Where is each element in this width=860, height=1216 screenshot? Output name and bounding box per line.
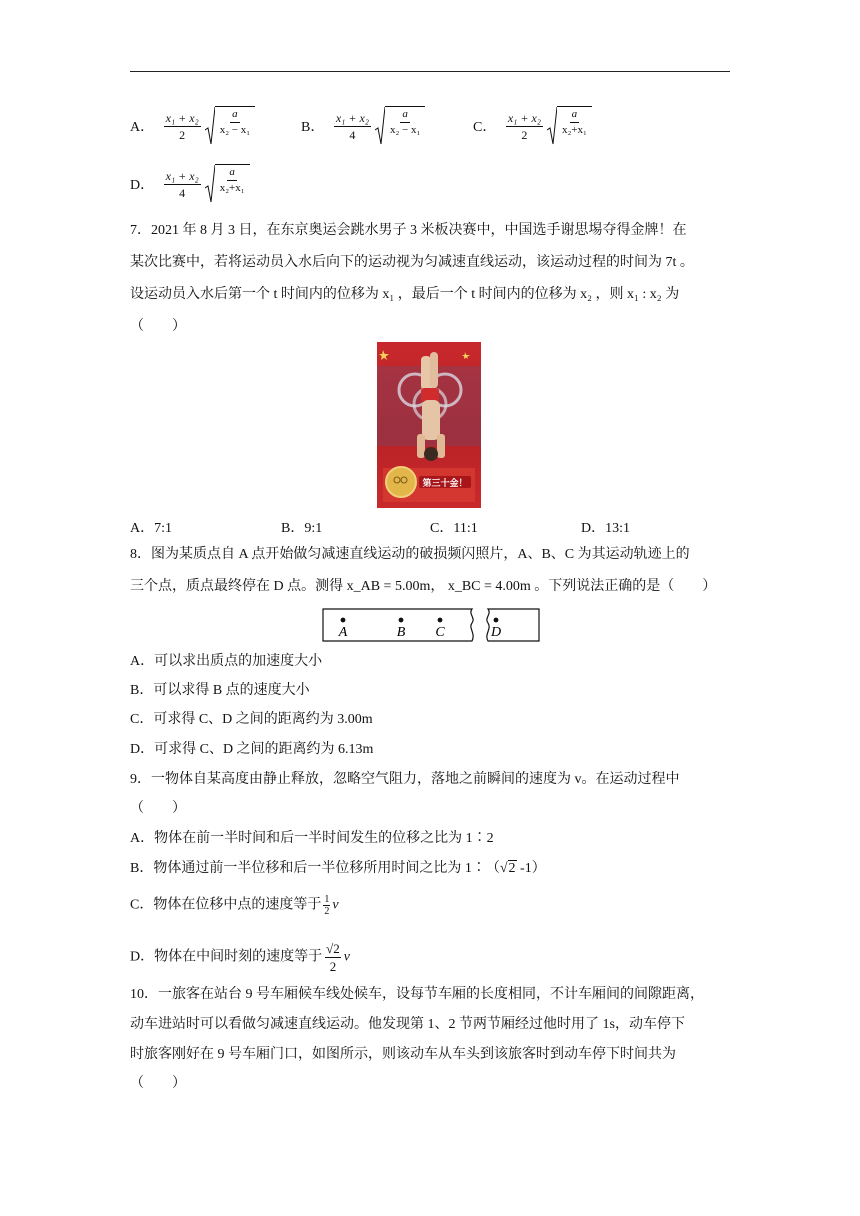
q7-option-d: D．13:1 — [581, 521, 630, 536]
q6-option-b: B． $\frac{\text{x₁ + x₂}}{4}$ $\frac{a}{\text{x₂ − x₁}}$ — [301, 106, 425, 146]
q9-option-c: C．物体在位移中点的速度等于 $\frac{1}{2}$ v — [130, 894, 339, 917]
diver-photo — [377, 342, 481, 508]
q6-option-a: A． $\frac{\text{x₁ + x₂}}{2}$ $\frac{a}{\text{x₂ − x₁}}$ — [130, 106, 255, 146]
formula: $\frac{\text{x₁ + x₂}}{4}$ $\frac{a}{\text{x₂+x₁}}$ — [164, 164, 250, 204]
q9-option-d: D．物体在中间时刻的速度等于 $\frac{√2}{2}$ v — [130, 941, 350, 974]
q10-bracket: （ ） — [130, 1076, 186, 1091]
q8-option-a: A．可以求出质点的加速度大小 — [130, 654, 323, 669]
q7-option-b: B．9:1 — [281, 521, 323, 536]
strobe-photo-diagram — [322, 608, 540, 642]
q9-line-1: 9．一物体自某高度由静止释放，忽略空气阻力，落地之前瞬间的速度为 v。在运动过程中 — [130, 772, 680, 787]
q7-bracket: （ ） — [130, 319, 186, 334]
q8-option-b: B．可以求得 B 点的速度大小 — [130, 683, 310, 698]
photo-caption: 第三十金！ — [422, 479, 468, 489]
q10-line-2: 动车进站时可以看做匀减速直线运动。他发现第 1、2 节两节厢经过他时用了 1s，动车停下 — [130, 1017, 685, 1032]
q7-option-a: A．7:1 — [130, 521, 172, 536]
q7-line-2: 某次比赛中，若将运动员入水后向下的运动视为匀减速直线运动，该运动过程的时间为 7t 。 — [130, 255, 694, 270]
q10-line-1: 10．一旅客在站台 9 号车厢候车线处候车，设每节车厢的长度相同，不计车厢间的间隙距离， — [130, 987, 704, 1002]
point-a-label: A — [338, 625, 348, 640]
point-c-label: C — [435, 625, 445, 640]
q9-option-a: A．物体在前一半时间和后一半时间发生的位移之比为 1∶2 — [130, 831, 494, 846]
q7-line-3: 设运动员入水后第一个 t 时间内的位移为 x₁ ，最后一个 t 时间内的位移为 x₂ ，则 x₁ : x₂ 为 — [130, 287, 680, 302]
point-b-label: B — [396, 625, 406, 640]
q10-line-3: 时旅客刚好在 9 号车厢门口，如图所示，则该动车从车头到该旅客时到动车停下时间共为 — [130, 1047, 676, 1062]
header-rule — [130, 71, 730, 72]
formula: $\frac{\text{x₁ + x₂}}{2}$ $\frac{a}{\text{x₂ − x₁}}$ — [164, 106, 255, 146]
q7-option-c: C．11:1 — [430, 521, 478, 536]
q6-option-c: C． $\frac{\text{x₁ + x₂}}{2}$ $\frac{a}{\text{x₂+x₁}}$ — [473, 106, 592, 146]
q8-line-1: 8．图为某质点自 A 点开始做匀减速直线运动的破损频闪照片，A、B、C 为其运动轨迹上的 — [130, 547, 690, 562]
q8-line-2: 三个点，质点最终停在 D 点。测得 x_AB = 5.00m， x_BC = 4.00m 。下列说法正确的是（ ） — [130, 579, 717, 594]
q7-line-1: 7．2021 年 8 月 3 日，在东京奥运会跳水男子 3 米板决赛中，中国选手谢思埸夺得金牌！在 — [130, 223, 687, 238]
q8-option-d: D．可求得 C、D 之间的距离约为 6.13m — [130, 742, 374, 757]
q6-option-d: D． $\frac{\text{x₁ + x₂}}{4}$ $\frac{a}{\text{x₂+x₁}}$ — [130, 164, 250, 204]
point-d-label: D — [490, 625, 502, 640]
q9-option-b: B．物体通过前一半位移和后一半位移所用时间之比为 1∶（√2 -1） — [130, 861, 546, 876]
q9-bracket: （ ） — [130, 801, 186, 816]
q8-option-c: C．可求得 C、D 之间的距离约为 3.00m — [130, 712, 373, 727]
formula: $\frac{\text{x₁ + x₂}}{2}$ $\frac{a}{\text{x₂+x₁}}$ — [506, 106, 592, 146]
formula: $\frac{\text{x₁ + x₂}}{4}$ $\frac{a}{\text{x₂ − x₁}}$ — [334, 106, 425, 146]
